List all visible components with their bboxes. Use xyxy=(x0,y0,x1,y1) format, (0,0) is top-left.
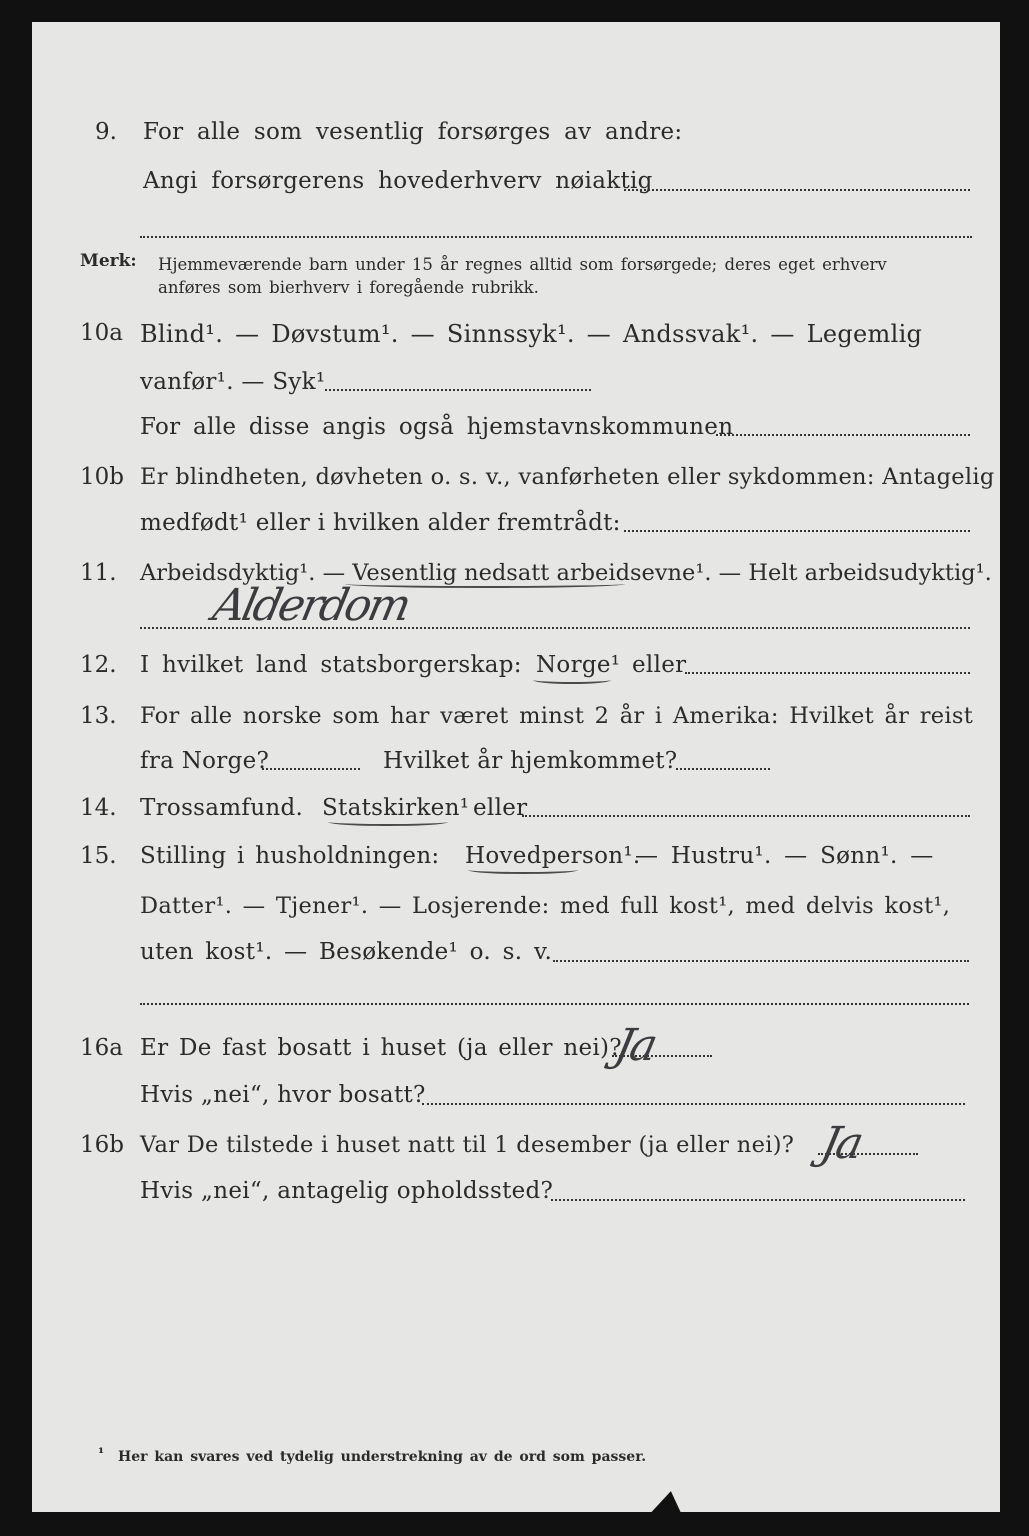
q15-line2: Datter¹. — Tjener¹. — Losjerende: med full kost¹, med delvis kost¹, xyxy=(140,893,951,919)
q14-answer-line[interactable] xyxy=(522,815,970,817)
q10a-syk-line[interactable] xyxy=(325,389,591,391)
q15-answer-line[interactable] xyxy=(553,960,969,962)
q13-line2a: fra Norge? xyxy=(140,748,270,774)
q13-reist-line[interactable] xyxy=(262,768,360,770)
q9-answer-line[interactable] xyxy=(624,189,970,191)
merk-line2: anføres som bierhverv i foregående rubrikk. xyxy=(158,278,539,297)
q12-tail: eller xyxy=(632,652,687,678)
q11-number: 11. xyxy=(80,560,117,586)
q15-underline-mark xyxy=(468,866,578,874)
q12-option-norge[interactable]: Norge¹ xyxy=(536,652,621,678)
merk-line1: Hjemmeværende barn under 15 år regnes alltid som forsørgede; deres eget erhverv xyxy=(158,255,887,274)
q14-underline-mark xyxy=(328,818,448,826)
q16b-number: 16b xyxy=(80,1132,124,1158)
q10a-line1: Blind¹. — Døvstum¹. — Sinnssyk¹. — Andssvak¹. — Legemlig xyxy=(140,320,923,348)
q13-hjemkommet-line[interactable] xyxy=(676,768,770,770)
q10a-line3: For alle disse angis også hjemstavnskommunen xyxy=(140,414,734,440)
q14-option-statskirken[interactable]: Statskirken¹ xyxy=(322,795,470,821)
q15-line1b: — Hustru¹. — Sønn¹. — xyxy=(635,843,934,869)
q16a-line2: Hvis „nei“, hvor bosatt? xyxy=(140,1082,426,1108)
q9-extra-line[interactable] xyxy=(140,236,972,238)
q15-number: 15. xyxy=(80,843,117,869)
q10b-line2: medfødt¹ eller i hvilken alder fremtrådt: xyxy=(140,510,621,536)
q15-option-hovedperson[interactable]: Hovedperson¹. xyxy=(465,843,641,869)
q12-answer-line[interactable] xyxy=(685,672,970,674)
q12-underline-mark xyxy=(533,676,611,684)
q11-line1: Arbeidsdyktig¹. — Vesentlig nedsatt arbeidsevne¹. — Helt arbeidsudyktig¹. xyxy=(140,560,992,586)
q16a-handwritten-answer: Ja xyxy=(610,1020,660,1071)
q11-handwritten-answer: Alderdom xyxy=(208,580,413,631)
q9-number: 9. xyxy=(95,119,117,145)
q16b-handwritten-answer: Ja xyxy=(816,1118,866,1169)
q14-tail: eller xyxy=(473,795,528,821)
q10b-line1: Er blindheten, døvheten o. s. v., vanførheten eller sykdommen: Antagelig xyxy=(140,464,995,490)
footnote-text: Her kan svares ved tydelig understrekning av de ord som passer. xyxy=(118,1449,647,1465)
footnote-mark: ¹ xyxy=(98,1446,105,1462)
q16b-line1: Var De tilstede i huset natt til 1 desember (ja eller nei)? xyxy=(140,1132,795,1158)
q10a-line2: vanfør¹. — Syk¹ xyxy=(140,369,326,395)
merk-label: Merk: xyxy=(80,251,137,271)
q16b-line2: Hvis „nei“, antagelig opholdssted? xyxy=(140,1178,554,1204)
q10b-number: 10b xyxy=(80,464,124,490)
q13-line2b: Hvilket år hjemkommet? xyxy=(383,748,678,774)
q16a-bosatt-line[interactable] xyxy=(422,1103,965,1105)
q15-extra-line[interactable] xyxy=(140,1003,969,1005)
q15-line3: uten kost¹. — Besøkende¹ o. s. v. xyxy=(140,939,553,965)
q16b-opholdssted-line[interactable] xyxy=(551,1199,965,1201)
q14-number: 14. xyxy=(80,795,117,821)
q12-text: I hvilket land statsborgerskap: xyxy=(140,652,522,678)
q9-line2: Angi forsørgerens hovederhverv nøiaktig xyxy=(143,168,653,194)
q14-text: Trossamfund. xyxy=(140,795,304,821)
q13-number: 13. xyxy=(80,703,117,729)
q16a-line1: Er De fast bosatt i huset (ja eller nei)? xyxy=(140,1035,622,1061)
q10a-hjemstavn-line[interactable] xyxy=(716,434,970,436)
q10a-number: 10a xyxy=(80,320,123,346)
q11-answer-line[interactable] xyxy=(140,627,970,629)
q10b-answer-line[interactable] xyxy=(624,530,970,532)
q16a-number: 16a xyxy=(80,1035,123,1061)
q12-number: 12. xyxy=(80,652,117,678)
q15-line1a: Stilling i husholdningen: xyxy=(140,843,440,869)
q9-line1: For alle som vesentlig forsørges av andre: xyxy=(143,119,683,145)
q13-line1: For alle norske som har været minst 2 år i Amerika: Hvilket år reist xyxy=(140,703,974,729)
